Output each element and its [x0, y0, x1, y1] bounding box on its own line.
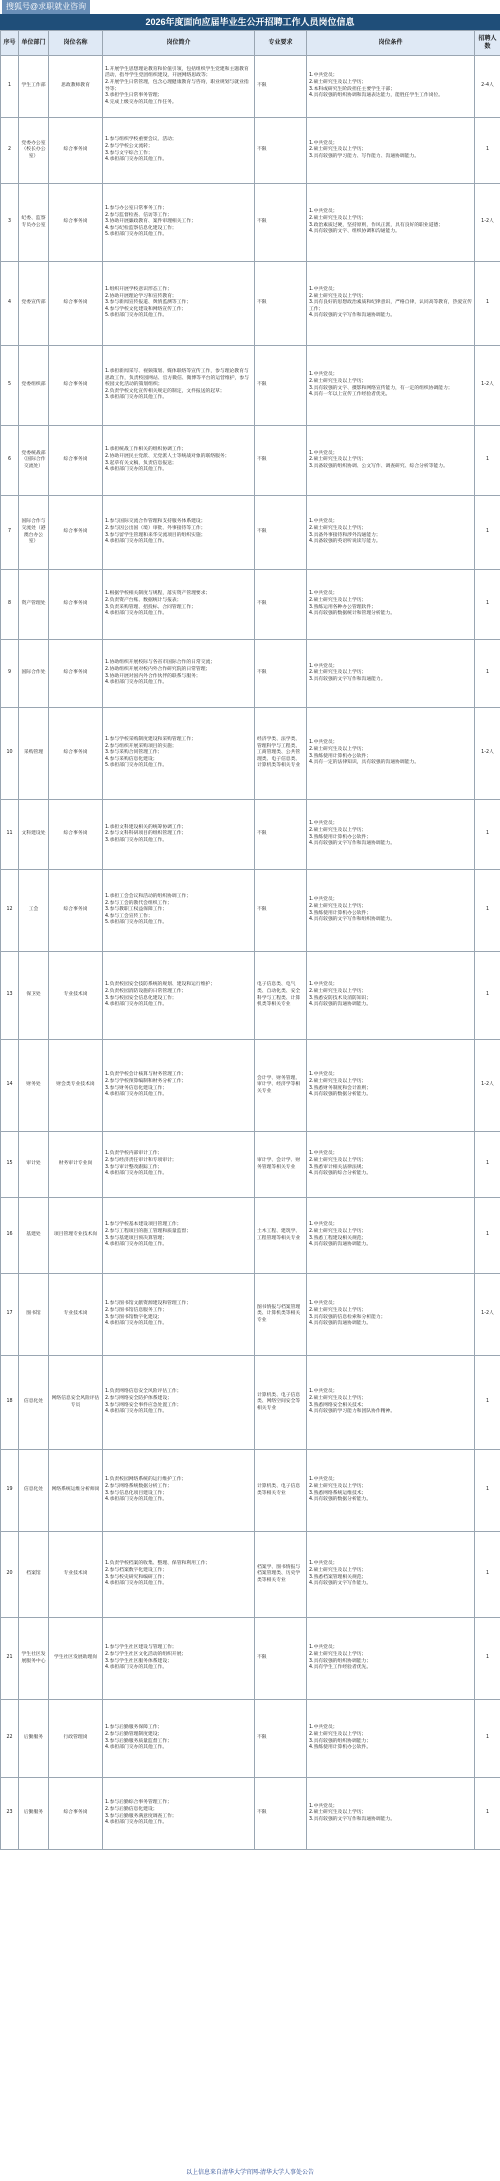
row-unit: 党委宣传部 [19, 262, 49, 346]
row-major-requirement: 电子信息类、电气类、自动化类、安全科学与工程类、计算机类等相关专业 [255, 952, 307, 1040]
row-headcount: 1 [475, 1700, 500, 1778]
row-position-name: 思政教师教育 [49, 56, 103, 118]
row-position-name: 综合事务岗 [49, 570, 103, 640]
row-conditions: 1.中共党员； 2.硕士研究生及以上学历； 3.熟悉网络安全相关技术； 4.具有较强的学习能力和团队协作精神。 [307, 1356, 475, 1450]
document-title: 2026年度面向应届毕业生公开招聘工作人员岗位信息 [0, 14, 500, 30]
row-conditions: 1.中共党员； 2.硕士研究生及以上学历； 3.具有较强的文字写作和沟通能力。 [307, 640, 475, 708]
row-headcount: 1-2人 [475, 708, 500, 800]
row-description: 1.参与后勤综合事务管理工作； 2.参与后勤信息化建设； 3.参与后勤服务满意度调查工作； 4.承担部门交办的其他工作。 [103, 1778, 255, 1850]
row-conditions: 1.中共党员； 2.硕士研究生及以上学历； 3.具有良好的思想政治素质和纪律意识，严格自律，认同高等教育，热爱宣传工作； 4.具有较强的文字写作和沟通协调能力。 [307, 262, 475, 346]
table-row [1, 1532, 500, 1618]
row-position-name: 综合事务岗 [49, 800, 103, 870]
row-position-name: 学生社区发展助理岗 [49, 1618, 103, 1700]
row-description: 1.承担统战工作相关的组织协调工作； 2.协助开展民主党派、无党派人士等统战对象的联络服务； 3.起草有关文稿，负责信息报送； 4.承担部门交办的其他工作。 [103, 426, 255, 496]
row-unit: 党委组织部 [19, 346, 49, 426]
row-number: 11 [1, 800, 19, 870]
row-description: 1.负责学校会计核算与财务管理工作； 2.参与学校预算编制和财务分析工作； 3.参与财务信息化建设工作； 4.承担部门交办的其他工作。 [103, 1040, 255, 1132]
row-description: 1.参与学校基本建设项目管理工作； 2.参与工程项目的施工管理和质量监督； 3.参与基建项目预决算管理； 4.承担部门交办的其他工作。 [103, 1198, 255, 1274]
row-number: 17 [1, 1274, 19, 1356]
row-position-name: 网络系统运维分析师岗 [49, 1450, 103, 1532]
row-unit: 财务处 [19, 1040, 49, 1132]
row-major-requirement: 档案学、图书情报与档案管理类、历史学类等相关专业 [255, 1532, 307, 1618]
row-description: 1.参与图书馆文献资源建设和管理工作； 2.参与图书馆信息服务工作； 3.参与图书馆数字化建设； 4.承担部门交办的其他工作。 [103, 1274, 255, 1356]
row-position-name: 专业技术岗 [49, 1532, 103, 1618]
row-major-requirement: 不限 [255, 346, 307, 426]
row-major-requirement: 审计学、会计学、财务管理等相关专业 [255, 1132, 307, 1198]
footer-note: 以上信息来自清华大学官网-清华大学人事处公告 [0, 2166, 500, 2181]
table-row [1, 1778, 500, 1850]
row-description: 1.参与国际交流合作管理和支持服务体系建设； 2.参与因公出国（境）审批、外事接待等工作； 3.参与留学生管理和来华交流项目的组织实施； 4.承担部门交办的其他工作。 [103, 496, 255, 570]
row-conditions: 1.中共党员； 2.硕士研究生及以上学历； 3.熟悉网络系统运维技术； 4.具有较强的数据分析能力。 [307, 1450, 475, 1532]
row-conditions: 1.中共党员； 2.硕士研究生及以上学历； 3.具备较强的组织协调、公文写作、调查研究、综合分析等能力。 [307, 426, 475, 496]
row-headcount: 1 [475, 570, 500, 640]
header-cond: 岗位条件 [307, 31, 475, 56]
row-position-name: 综合事务岗 [49, 426, 103, 496]
row-description: 1.负责校园安全技防系统的规划、建设和运行维护； 2.负责校园消防设施的日常管理工作； 3.参与校园安全信息化建设工作； 4.承担部门交办的其他工作。 [103, 952, 255, 1040]
row-description: 1.负责校园网络系统的运行维护工作； 2.参与网络系统数据分析工作； 3.参与信息化项目建设工作； 4.承担部门交办的其他工作。 [103, 1450, 255, 1532]
table-row [1, 800, 500, 870]
row-position-name: 综合事务岗 [49, 870, 103, 952]
row-description: 1.参与学校采购制度建设和采购管理工作； 2.参与组织开展采购项目的实施； 3.参与采购合同管理工作； 4.参与采购信息化建设； 5.承担部门交办的其他工作。 [103, 708, 255, 800]
header-major: 专业要求 [255, 31, 307, 56]
row-number: 22 [1, 1700, 19, 1778]
header-name: 岗位名称 [49, 31, 103, 56]
header-num: 招聘人数 [475, 31, 500, 56]
row-major-requirement: 不限 [255, 56, 307, 118]
row-number: 12 [1, 870, 19, 952]
row-headcount: 1 [475, 800, 500, 870]
row-number: 3 [1, 184, 19, 262]
row-unit: 信息化处 [19, 1450, 49, 1532]
row-number: 13 [1, 952, 19, 1040]
row-number: 7 [1, 496, 19, 570]
row-headcount: 1 [475, 426, 500, 496]
row-conditions: 1.中共党员； 2.硕士研究生及以上学历； 3.本科或研究生阶段担任主要学生干部； 4.具有较强的组织协调和沟通表达能力，能胜任学生工作岗位。 [307, 56, 475, 118]
row-unit: 信息化处 [19, 1356, 49, 1450]
table-row [1, 640, 500, 708]
row-headcount: 1 [475, 118, 500, 184]
row-description: 1.承担文科建设相关的统筹协调工作； 2.参与文科科研项目的组织管理工作； 3.承担部门交办的其他工作。 [103, 800, 255, 870]
row-headcount: 1-2人 [475, 346, 500, 426]
row-unit: 采购管理 [19, 708, 49, 800]
row-description: 1.协助组织开展校际与各省市国际合作的日常交流； 2.协助组织开展对校内外合作研究院的日常管理； 3.协助开展对国内外合作伙伴的联系与服务； 4.承担部门交办的其他工作。 [103, 640, 255, 708]
row-headcount: 1 [475, 640, 500, 708]
row-description: 1.参与组织学校重要会议、活动； 2.参与学校公文流转； 3.参与文字综合工作； 4.承担部门交办的其他工作。 [103, 118, 255, 184]
row-number: 18 [1, 1356, 19, 1450]
row-position-name: 综合事务岗 [49, 346, 103, 426]
table-row [1, 1198, 500, 1274]
row-headcount: 1 [475, 1198, 500, 1274]
row-major-requirement: 不限 [255, 1700, 307, 1778]
row-number: 1 [1, 56, 19, 118]
row-description: 1.参与学生社区建设与管理工作； 2.参与学生社区文化活动的组织开展； 3.参与学生社区服务体系建设； 4.承担部门交办的其他工作。 [103, 1618, 255, 1700]
header-unit: 单位部门 [19, 31, 49, 56]
row-number: 20 [1, 1532, 19, 1618]
row-number: 19 [1, 1450, 19, 1532]
row-unit: 图书馆 [19, 1274, 49, 1356]
row-headcount: 1 [475, 1618, 500, 1700]
row-conditions: 1.中共党员； 2.硕士研究生及以上学历； 3.政治素质过硬，坚持原则，作风正派，具有良好的职业道德； 4.具有较强的文字、组织协调和沟通能力。 [307, 184, 475, 262]
row-unit: 党委办公室（校长办公室） [19, 118, 49, 184]
row-description: 1.负责学校内部审计工作； 2.参与经济责任审计和专项审计； 3.参与审计整改跟踪工作； 4.承担部门交办的其他工作。 [103, 1132, 255, 1198]
row-position-name: 专业技术岗 [49, 1274, 103, 1356]
row-position-name: 项目管理专业技术岗 [49, 1198, 103, 1274]
row-unit: 档案馆 [19, 1532, 49, 1618]
row-headcount: 1 [475, 1532, 500, 1618]
row-major-requirement: 计算机类、电子信息类等相关专业 [255, 1450, 307, 1532]
row-major-requirement: 经济学类、法学类、管理科学与工程类、工商管理类、公共管理类、电子信息类、计算机类等相关专业 [255, 708, 307, 800]
row-major-requirement: 图书情报与档案管理类、计算机类等相关专业 [255, 1274, 307, 1356]
row-conditions: 1.中共党员； 2.硕士研究生及以上学历； 3.具备外事接待和涉外沟通能力； 4.具备较强的英语听说读写能力。 [307, 496, 475, 570]
table-row [1, 1274, 500, 1356]
row-position-name: 行政管理岗 [49, 1700, 103, 1778]
row-position-name: 财会类专业技术岗 [49, 1040, 103, 1132]
table-header-row [1, 31, 500, 56]
table-row [1, 56, 500, 118]
row-conditions: 1.中共党员； 2.硕士研究生及以上学历； 3.具有较强的文字写作和沟通协调能力。 [307, 1778, 475, 1850]
row-position-name: 综合事务岗 [49, 262, 103, 346]
row-conditions: 1.中共党员； 2.硕士研究生及以上学历； 3.具有较强的信息检索和分析能力； 4.具有较强的沟通协调能力。 [307, 1274, 475, 1356]
row-conditions: 1.中共党员； 2.硕士研究生及以上学历； 3.熟练使用计算机办公软件； 4.具有较强的文字写作和沟通协调能力。 [307, 800, 475, 870]
row-headcount: 1 [475, 262, 500, 346]
row-position-name: 综合事务岗 [49, 708, 103, 800]
row-number: 2 [1, 118, 19, 184]
row-headcount: 1 [475, 1778, 500, 1850]
row-unit: 国际合作与交流处（港澳台办公室） [19, 496, 49, 570]
row-number: 15 [1, 1132, 19, 1198]
header-no: 序号 [1, 31, 19, 56]
row-description: 1.根据学校相关制度与规程，落实资产管理要求； 2.负责资产台账、数据统计与报表； 3.负责采购管理、招投标、合同管理工作； 4.承担部门交办的其他工作。 [103, 570, 255, 640]
row-headcount: 1-2人 [475, 1274, 500, 1356]
row-headcount: 1 [475, 1356, 500, 1450]
table-row [1, 708, 500, 800]
row-position-name: 专业技术岗 [49, 952, 103, 1040]
row-conditions: 1.中共党员； 2.硕士研究生及以上学历； 3.具有较强的学习能力、写作能力、沟通协调能力。 [307, 118, 475, 184]
row-unit: 学生工作部 [19, 56, 49, 118]
row-unit: 保卫处 [19, 952, 49, 1040]
positions-table [0, 30, 500, 1850]
row-description: 1.参与办公室日常事务工作； 2.参与监督检查、信访等工作； 3.协助开展廉政教育、案件审理相关工作； 4.参与纪检监察信息化建设工作； 5.承担部门交办的其他工作。 [103, 184, 255, 262]
row-unit: 国际合作处 [19, 640, 49, 708]
row-unit: 资产管理处 [19, 570, 49, 640]
row-position-name: 网络信息安全风险评估专员 [49, 1356, 103, 1450]
row-number: 23 [1, 1778, 19, 1850]
row-unit: 工会 [19, 870, 49, 952]
row-headcount: 1-2人 [475, 184, 500, 262]
row-unit: 文科建设处 [19, 800, 49, 870]
row-unit: 纪委、监察专员办公室 [19, 184, 49, 262]
row-major-requirement: 不限 [255, 426, 307, 496]
table-row [1, 952, 500, 1040]
row-number: 10 [1, 708, 19, 800]
row-headcount: 1 [475, 496, 500, 570]
row-major-requirement: 不限 [255, 262, 307, 346]
table-row [1, 118, 500, 184]
row-conditions: 1.中共党员； 2.硕士研究生及以上学历； 3.熟悉安防技术及消防知识； 4.具有较强的沟通协调能力。 [307, 952, 475, 1040]
row-number: 14 [1, 1040, 19, 1132]
row-conditions: 1.中共党员； 2.硕士研究生及以上学历； 3.熟悉财务制度和会计准则； 4.具有较强的数据分析能力。 [307, 1040, 475, 1132]
row-headcount: 1-2人 [475, 1040, 500, 1132]
table-row [1, 1618, 500, 1700]
row-unit: 后勤服务 [19, 1700, 49, 1778]
row-conditions: 1.中共党员； 2.硕士研究生及以上学历； 3.熟练使用计算机办公软件； 4.具有一定的法律知识，具有较强的沟通协调能力。 [307, 708, 475, 800]
row-number: 5 [1, 346, 19, 426]
row-position-name: 综合事务岗 [49, 184, 103, 262]
table-row [1, 262, 500, 346]
row-major-requirement: 土木工程、建筑学、工程管理等相关专业 [255, 1198, 307, 1274]
table-row [1, 1356, 500, 1450]
row-headcount: 1 [475, 870, 500, 952]
row-headcount: 1 [475, 1132, 500, 1198]
row-major-requirement: 不限 [255, 870, 307, 952]
row-unit: 基建处 [19, 1198, 49, 1274]
row-number: 6 [1, 426, 19, 496]
row-major-requirement: 不限 [255, 800, 307, 870]
row-conditions: 1.中共党员； 2.硕士研究生及以上学历； 3.具有较强的组织协调能力； 4.熟练使用计算机办公软件。 [307, 1700, 475, 1778]
row-description: 1.负责网络信息安全风险评估工作； 2.参与网络安全防护体系建设； 3.参与网络安全事件应急处置工作； 4.承担部门交办的其他工作。 [103, 1356, 255, 1450]
row-number: 16 [1, 1198, 19, 1274]
row-major-requirement: 不限 [255, 1778, 307, 1850]
row-conditions: 1.中共党员； 2.硕士研究生及以上学历； 3.具有较强的文字、摄影和网络宣传能力，有一定的组织协调能力； 4.具有一年以上宣传工作经验者优先。 [307, 346, 475, 426]
row-conditions: 1.中共党员； 2.硕士研究生及以上学历； 3.具有较强的组织协调能力； 4.具有学生工作经验者优先。 [307, 1618, 475, 1700]
table-row [1, 1450, 500, 1532]
row-unit: 后勤服务 [19, 1778, 49, 1850]
row-major-requirement: 不限 [255, 640, 307, 708]
row-number: 9 [1, 640, 19, 708]
row-number: 4 [1, 262, 19, 346]
row-major-requirement: 不限 [255, 496, 307, 570]
table-row [1, 1132, 500, 1198]
header-desc: 岗位简介 [103, 31, 255, 56]
table-row [1, 426, 500, 496]
table-row [1, 1700, 500, 1778]
row-number: 8 [1, 570, 19, 640]
row-unit: 党委统战部（国际合作交流处） [19, 426, 49, 496]
row-description: 1.承担工会会议和活动的组织协调工作； 2.参与工会的教代会组织工作； 3.参与教职工权益保障工作； 4.参与工会宣传工作； 5.承担部门交办的其他工作。 [103, 870, 255, 952]
table-row [1, 496, 500, 570]
row-major-requirement: 不限 [255, 570, 307, 640]
row-major-requirement: 会计学、财务管理、审计学、经济学等相关专业 [255, 1040, 307, 1132]
row-major-requirement: 不限 [255, 118, 307, 184]
row-conditions: 1.中共党员； 2.硕士研究生及以上学历； 3.熟悉档案管理相关规范； 4.具有较强的文字写作能力。 [307, 1532, 475, 1618]
row-headcount: 1 [475, 952, 500, 1040]
row-headcount: 2-4人 [475, 56, 500, 118]
row-major-requirement: 计算机类、电子信息类、网络空间安全等相关专业 [255, 1356, 307, 1450]
table-row [1, 570, 500, 640]
row-position-name: 综合事务岗 [49, 1778, 103, 1850]
table-row [1, 346, 500, 426]
row-description: 1.负责学校档案的收集、整理、保管和利用工作； 2.参与档案数字化建设工作； 3.参与校史研究和编研工作； 4.承担部门交办的其他工作。 [103, 1532, 255, 1618]
row-conditions: 1.中共党员； 2.硕士研究生及以上学历； 3.熟悉工程建设相关规范； 4.具有较强的沟通协调能力。 [307, 1198, 475, 1274]
row-unit: 审计处 [19, 1132, 49, 1198]
row-headcount: 1 [475, 1450, 500, 1532]
row-conditions: 1.中共党员； 2.硕士研究生及以上学历； 3.熟练使用计算机办公软件； 4.具有较强的文字写作和组织协调能力。 [307, 870, 475, 952]
table-row [1, 184, 500, 262]
row-description: 1.参与后勤服务保障工作； 2.参与后勤管理制度建设； 3.参与后勤服务质量监督工作； 4.承担部门交办的其他工作。 [103, 1700, 255, 1778]
row-major-requirement: 不限 [255, 1618, 307, 1700]
row-description: 1.组织开展学校意识形态工作； 2.协助开展理论学习和宣传教育； 3.参与新闻宣传报道、舆情监测等工作； 4.参与学校文化建设和网络宣传工作； 5.承担部门交办的其他工作。 [103, 262, 255, 346]
row-number: 21 [1, 1618, 19, 1700]
row-description: 1.开展学生思想理论教育和价值引领，包括组织学生党建和主题教育活动，指导学生党团组织建设，开展网络思政等； 2.开展学生日常管理，包含心理健康教育与咨询，职业规划与就业指导等； 3.承担学生日常事务管理； 4.完成上级交办的其他工作任务。 [103, 56, 255, 118]
row-major-requirement: 不限 [255, 184, 307, 262]
table-row [1, 1040, 500, 1132]
row-position-name: 综合事务岗 [49, 118, 103, 184]
row-conditions: 1.中共党员； 2.硕士研究生及以上学历； 3.熟练运用各种办公管理软件； 4.具有较强的数据统计和管理分析能力。 [307, 570, 475, 640]
watermark-label: 搜狐号@求职就业咨询 [2, 0, 90, 14]
row-position-name: 财务审计专业岗 [49, 1132, 103, 1198]
row-description: 1.承担新闻采写、视频策划、媒体联络等宣传工作，参与理论教育与思政工作，负责校园网站、官方微信、微博等平台的运营维护，参与校园文化活动的策划组织； 2.负责学校文化宣传相关规定的制定，文件报送的起草； 3.承担部门交办的其他工作。 [103, 346, 255, 426]
table-row [1, 870, 500, 952]
row-unit: 学生社区发展服务中心 [19, 1618, 49, 1700]
row-conditions: 1.中共党员； 2.硕士研究生及以上学历； 3.熟悉审计相关法律法规； 4.具有较强的综合分析能力。 [307, 1132, 475, 1198]
row-position-name: 综合事务岗 [49, 496, 103, 570]
row-position-name: 综合事务岗 [49, 640, 103, 708]
